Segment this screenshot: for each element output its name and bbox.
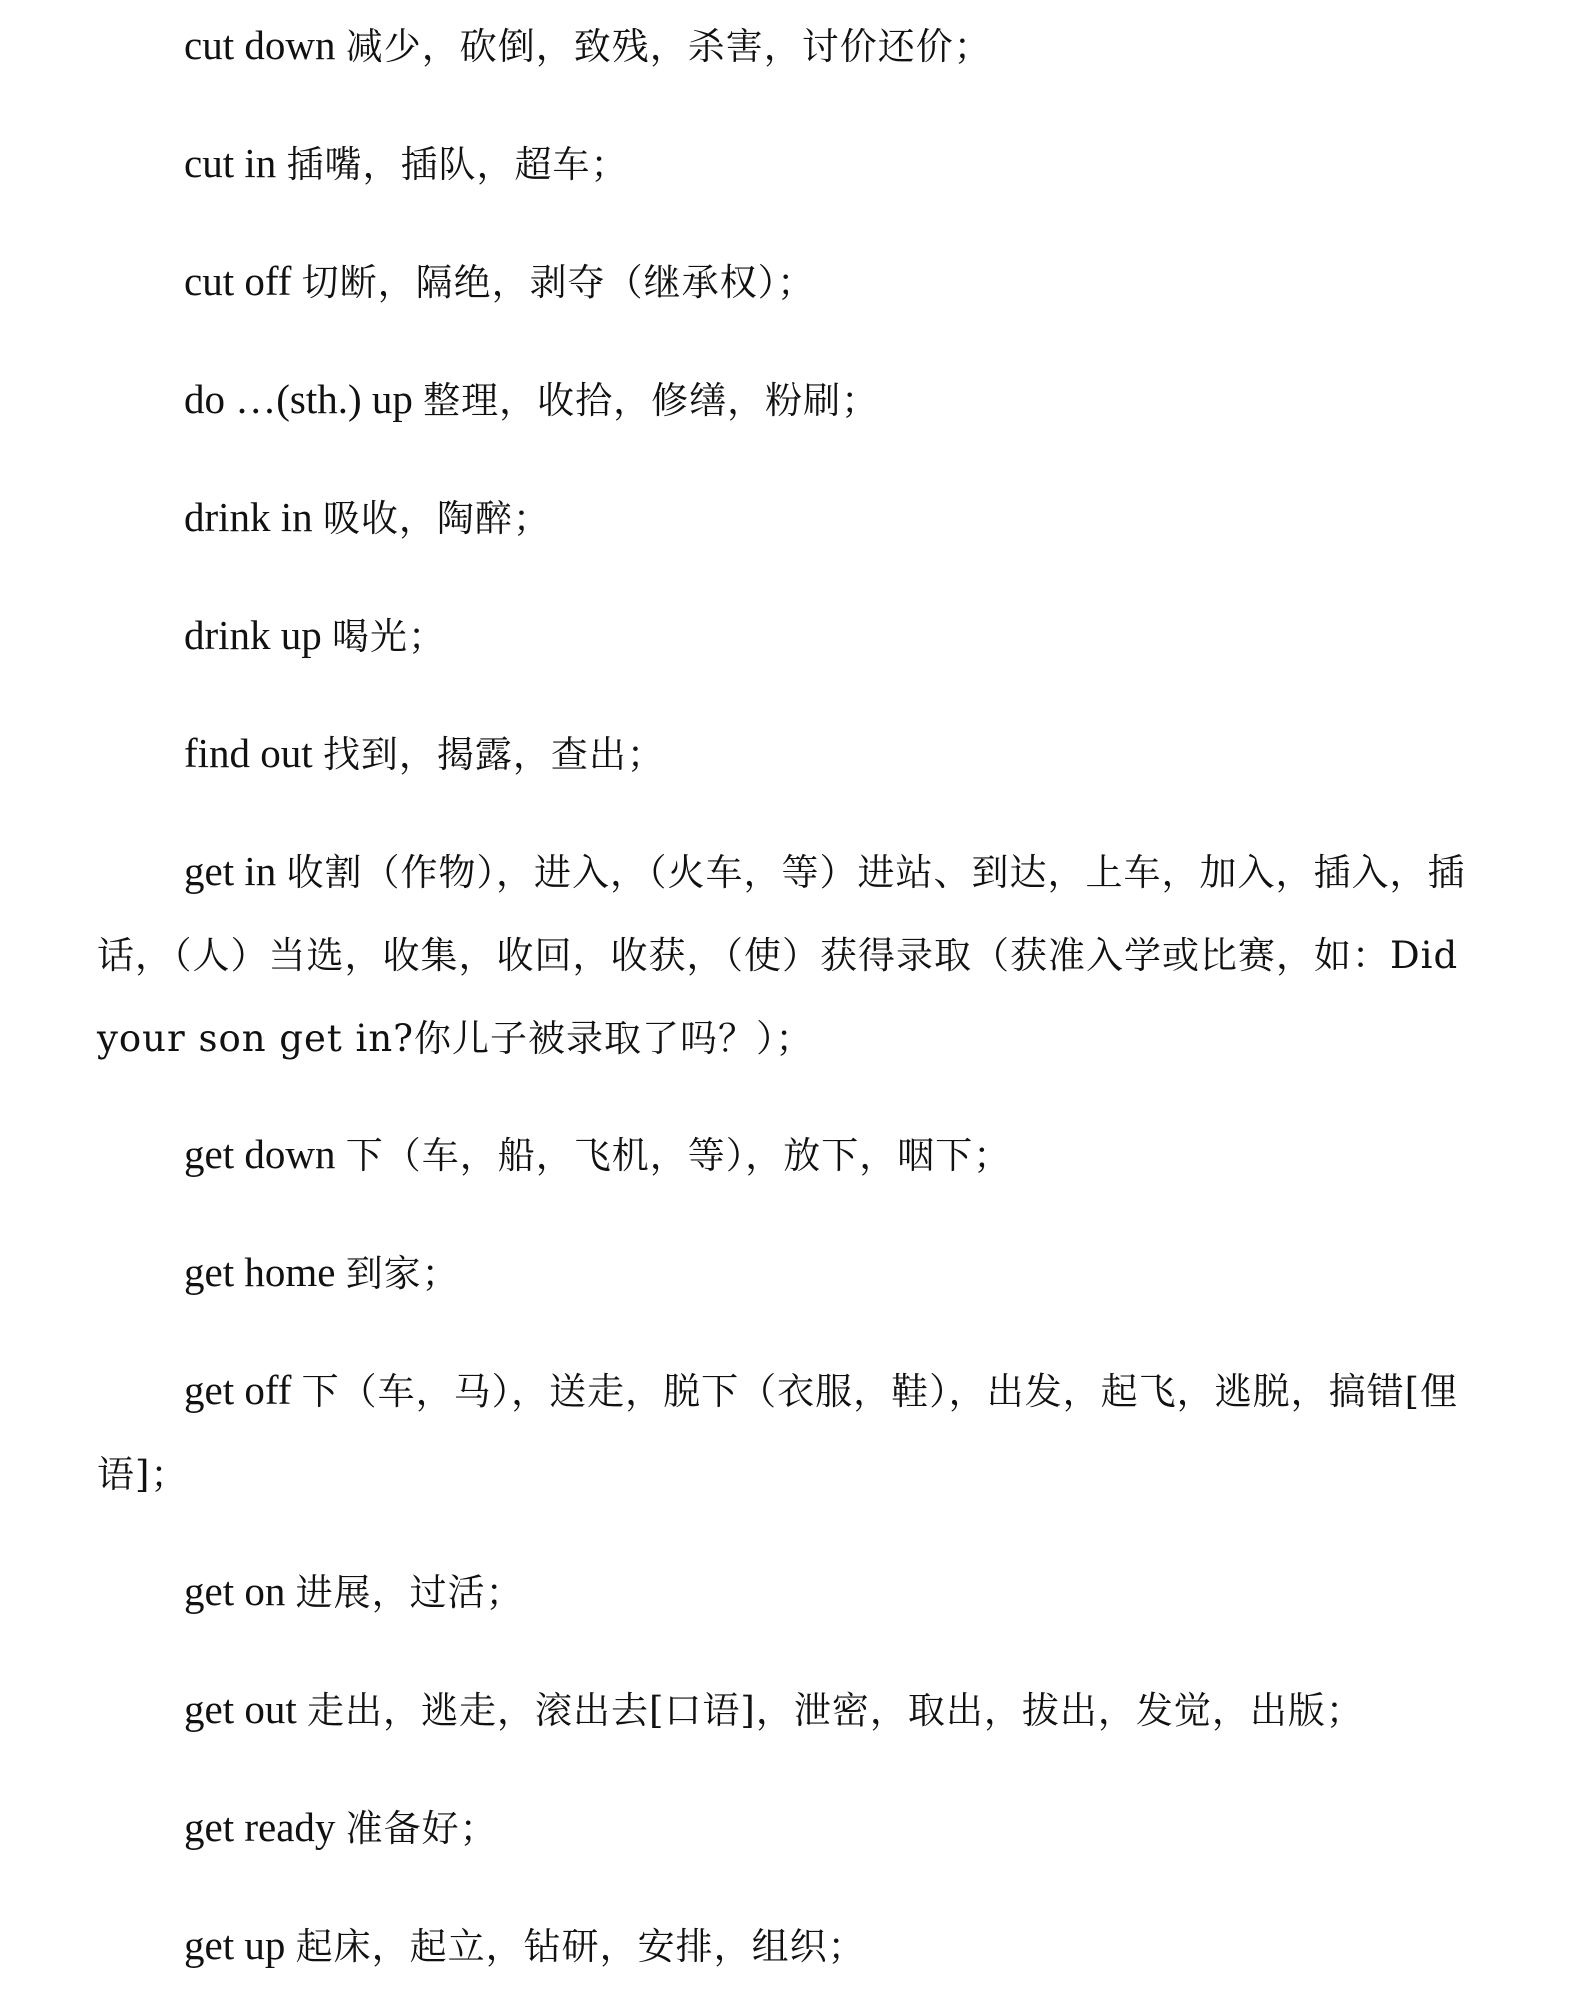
phrase-term: get home <box>184 1249 336 1295</box>
phrase-entry-get-up <box>97 1904 1487 1988</box>
phrase-entry-drink-in <box>97 476 1487 560</box>
phrase-term: do …(sth.) up <box>184 376 413 422</box>
phrase-entry-get-in <box>97 830 1487 1080</box>
phrase-definition: 减少，砍倒，致残，杀害，讨价还价； <box>345 25 992 68</box>
phrase-entry-get-on <box>97 1550 1487 1634</box>
phrase-term: find out <box>184 730 313 776</box>
phrase-term: cut off <box>184 258 292 304</box>
phrase-entry-drink-up <box>97 594 1487 678</box>
phrase-definition: 插嘴，插队，超车； <box>286 143 629 186</box>
phrase-term: get in <box>184 848 277 894</box>
phrase-definition: 整理，收拾，修缮，粉刷； <box>423 379 880 422</box>
phrase-definition: 下（车，马），送走，脱下（衣服，鞋），出发，起飞，逃脱，搞错[俚语]； <box>97 1370 1459 1496</box>
phrase-entry-get-out <box>97 1668 1487 1752</box>
phrase-term: get off <box>184 1367 292 1413</box>
phrase-term: drink up <box>184 612 322 658</box>
phrase-term: get down <box>184 1131 336 1177</box>
phrase-term: get ready <box>184 1804 336 1850</box>
phrase-term: cut down <box>184 22 336 68</box>
phrase-definition: 吸收，陶醉； <box>322 497 551 540</box>
phrase-entry-get-ready <box>97 1786 1487 1870</box>
phrase-definition: 下（车，船，飞机，等），放下，咽下； <box>345 1134 1012 1177</box>
phrase-definition: 走出，逃走，滚出去[口语]，泄密，取出，拔出，发觉，出版； <box>306 1689 1364 1732</box>
phrase-term: drink in <box>184 494 313 540</box>
phrase-entry-do-up <box>97 358 1487 442</box>
phrase-definition: 喝光； <box>332 615 447 658</box>
phrase-term: cut in <box>184 140 277 186</box>
phrase-entry-cut-in <box>97 122 1487 206</box>
phrase-entry-get-off <box>97 1349 1487 1516</box>
phrase-definition: 收割（作物），进入，（火车，等）进站、到达，上车，加入，插入，插话，（人）当选，收集，收回，收获，（使）获得录取（获准入学或比赛，如：Did your son get in?你儿子被录取了吗？）； <box>97 851 1466 1060</box>
phrase-definition: 找到，揭露，查出； <box>322 733 665 776</box>
phrase-definition: 到家； <box>345 1252 460 1295</box>
phrase-term: get out <box>184 1686 297 1732</box>
phrase-entry-find-out <box>97 712 1487 796</box>
phrase-term: get on <box>184 1568 286 1614</box>
phrase-entry-get-down <box>97 1113 1487 1197</box>
phrase-definition: 起床，起立，钻研，安排，组织； <box>295 1925 866 1968</box>
phrase-definition: 切断，隔绝，剥夺（继承权）； <box>301 261 816 304</box>
phrase-definition: 进展，过活； <box>295 1571 524 1614</box>
phrase-definition: 准备好； <box>345 1807 498 1850</box>
phrase-entry-cut-down <box>97 4 1487 88</box>
phrase-entry-cut-off <box>97 240 1487 324</box>
phrase-entry-get-home <box>97 1231 1487 1315</box>
phrase-term: get up <box>184 1922 286 1968</box>
